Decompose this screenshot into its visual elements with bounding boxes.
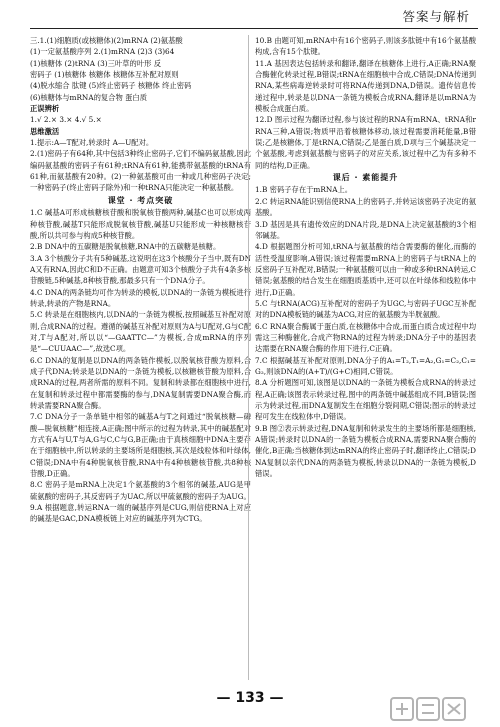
left-column <box>30 35 251 525</box>
answer-paragraph: (1)核糖体 (2)tRNA (3)三叶草的叶形 反 <box>30 58 162 68</box>
page-header <box>0 0 500 30</box>
answer-paragraph: 三.1.(1)细胞质(或核糖体)(2)mRNA (2)氨基酸 <box>30 36 183 45</box>
answer-paragraph: 6.C DNA的复制是以DNA的两条链作模板,以脱氧核苷酸为原料,合成子代DNA;转录是以DNA的一条链为模板,以核糖核苷酸为原料,合成RNA的过程,两者所需的原料不同。复制和转录都在细胞核中进行,在复制和转录过程中都需要酶的参与,DNA复制需要DNA聚合酶,而转录需要RNA聚合酶。 <box>30 355 251 410</box>
answer-paragraph: 2.B DNA中的五碳糖是脱氧核糖,RNA中的五碳糖是核糖。 <box>30 242 221 252</box>
answer-paragraph: (6)核糖体与mRNA的复合物 蛋白质 <box>30 92 147 102</box>
section-heading: 正误辨析 <box>30 104 60 114</box>
answer-paragraph: 9.A 根据题意,转运RNA一端的碱基序列是CUG,则信使RNA上对应的碱基是GAC,DNA模板链上对应的碱基序列为CTG。 <box>30 503 251 524</box>
answer-paragraph: 3.D 基因是具有遗传效应的DNA片段,是DNA上决定氨基酸的3个相邻碱基。 <box>255 219 476 240</box>
answer-paragraph: 11.A 基因表达包括转录和翻译,翻译在核糖体上进行,A正确;RNA聚合酶催化转录过程,B错误;tRNA在细胞核中合成,C错误;DNA传递到RNA,某些病毒逆转录时可将RNA传递到DNA,D错误。遗传信息传递过程中,转录是以DNA一条链为模板合成RNA,翻译是以mRNA为模板合成蛋白质。 <box>255 58 476 114</box>
answer-paragraph: 3.A 3个核酸分子共有5种碱基,这说明在这3个核酸分子当中,既有DNA又有RNA,因此C和D不正确。由题意可知3个核酸分子共有4条多核苷酸链,5种碱基,8种核苷酸,那最多只有一个DNA分子。 <box>30 253 251 286</box>
answer-paragraph: 2.(1)密码子有64种,其中包括3种终止密码子,它们不编码氨基酸,因此编码氨基酸的密码子有61种;tRNA有61种,能携带氨基酸的tRNA有61种,而氨基酸有20种。(2)一种氨基酸可由一种或几种密码子决定;一种密码子(终止密码子除外)和一种tRNA只能决定一种氨基酸。 <box>30 149 251 193</box>
answer-paragraph: 7.C 根据碱基互补配对原则,DNA分子的A₁=T₂,T₁=A₂,G₁=C₂,C₁=G₂,则该DNA的(A+T)/(G+C)相同,C错误。 <box>255 355 476 376</box>
answer-paragraph: 2.C 转运RNA能识别信使RNA上的密码子,并转运该密码子决定的氨基酸。 <box>255 196 476 218</box>
answer-paragraph: 4.C DNA的两条链均可作为转录的模板,以DNA的一条链为模板进行转录,转录的产物是RNA。 <box>30 287 251 308</box>
answer-paragraph: 5.C 与tRNA(ACG)互补配对的密码子为UGC,与密码子UGC互补配对的DNA模板链的碱基为ACG,对应的氨基酸为半胱氨酸。 <box>255 298 476 320</box>
answer-paragraph: 1.C 碱基A可形成核糖核苷酸和脱氧核苷酸两种,碱基C也可以形成两种核苷酸,碱基T只能形成脱氧核苷酸,碱基U只能形成一种核糖核苷酸,所以共可参与构成5种核苷酸。 <box>30 208 251 240</box>
column-divider <box>248 35 249 680</box>
watermark-logo-icon <box>390 695 482 723</box>
answer-paragraph: 1.提示:A—T配对,转录时 A—U配对。 <box>30 138 154 148</box>
answer-paragraph: 1.B 密码子存在于mRNA上。 <box>255 185 353 195</box>
section-heading: 课堂 · 考点突破 <box>107 195 174 205</box>
answer-paragraph: 9.B 图②表示转录过程,DNA复制和转录发生的主要场所都是细胞核,A错误;转录时以DNA的一条链为模板合成RNA,需要RNA聚合酶的催化,B正确;当核糖体到达mRNA的终止密码子时,翻译终止,C错误;DNA复制以亲代DNA的两条链为模板,转录以DNA的一条链为模板,D错误。 <box>255 423 476 479</box>
header-rule <box>30 28 478 29</box>
answer-paragraph: 8.A 分析题图可知,该图是以DNA的一条链为模板合成RNA的转录过程,A正确;该图表示转录过程,图中的两条链中碱基组成不同,B错误;图示为转录过程,而DNA复制发生在细胞分裂间期,C错误;图示的转录过程可发生在线粒体中,D错误。 <box>255 378 476 422</box>
answer-paragraph: 5.C 转录是在细胞核内,以DNA的一条链为模板,按照碱基互补配对原则,合成RNA的过程。遵循的碱基互补配对原则为A与U配对,G与C配对,T与A配对,所以以“—GAATTC—”为模板,合成mRNA的序列是“—CUUAAC—”,故选C项。 <box>30 310 251 354</box>
answer-paragraph: (4)脱水缩合 肽键 (5)终止密码子 核糖体 终止密码 <box>30 81 192 91</box>
section-heading: 课后 · 素能提升 <box>332 173 399 183</box>
answer-paragraph: 8.C 密码子是mRNA上决定1个氨基酸的3个相邻的碱基,AUG是甲硫氨酸的密码子,其反密码子为UAC,所以甲硫氨酸的密码子为AUG。 <box>30 480 251 501</box>
answer-paragraph: 7.C DNA分子一条单链中相邻的碱基A与T之间通过“脱氧核糖—磷酸—脱氧核糖”相连接,A正确;图中所示的过程为转录,其中的碱基配对方式有A与U,T与A,G与C,C与G,B正确;由于真核细胞中DNA主要存在于细胞核中,所以转录的主要场所是细胞核,其次是线粒体和叶绿体,C错误;DNA中有4种脱氧核苷酸,RNA中有4种核糖核苷酸,共8种核苷酸,D正确。 <box>30 412 251 479</box>
answer-paragraph: 1.√ 2.× 3.× 4.√ 5.× <box>30 115 102 125</box>
answer-paragraph: 6.C RNA聚合酶属于蛋白质,在核糖体中合成,而蛋白质合成过程中均需这三种酶催化,合成产物RNA的过程为转录;DNA分子中的基因表达需要在RNA聚合酶的作用下进行,C正确。 <box>255 321 476 354</box>
right-column <box>255 35 476 479</box>
section-heading: 思维激活 <box>30 126 60 136</box>
page-number: — 133 — <box>216 690 284 706</box>
header-title: 答案与解析 <box>402 9 470 24</box>
answer-paragraph: 12.D 图示过程为翻译过程,参与该过程的RNA有mRNA、tRNA和rRNA三种,A错误;物质甲沿着核糖体移动,该过程需要消耗能量,B错误;乙是核糖体,丁是tRNA,C错误;乙是蛋白质,D项与三个碱基决定一个氨基酸,考虑到氨基酸与密码子的对应关系,该过程中乙为有多种不同的结构,D正确。 <box>255 115 476 170</box>
answer-paragraph: 密码子 (1)核糖体 核糖体 核糖体互补配对原则 <box>30 70 179 80</box>
answer-paragraph: 10.B 由题可知,mRNA中有16个密码子,则该多肽链中有16个氨基酸构成,含有15个肽键。 <box>255 36 476 57</box>
answer-paragraph: (1)一定氨基酸序列 2.(1)mRNA (2)3 (3)64 <box>30 47 175 57</box>
answer-paragraph: 4.D 根据题图分析可知,tRNA与氨基酸的结合需要酶的催化,而酶的活性受温度影响,A错误;该过程需要mRNA上的密码子与tRNA上的反密码子互补配对,B错误;一种氨基酸可以由一种或多种tRNA转运,C错误;氨基酸的结合发生在细胞质基质中,还可以在叶绿体和线粒体中进行,D正确。 <box>255 242 476 297</box>
